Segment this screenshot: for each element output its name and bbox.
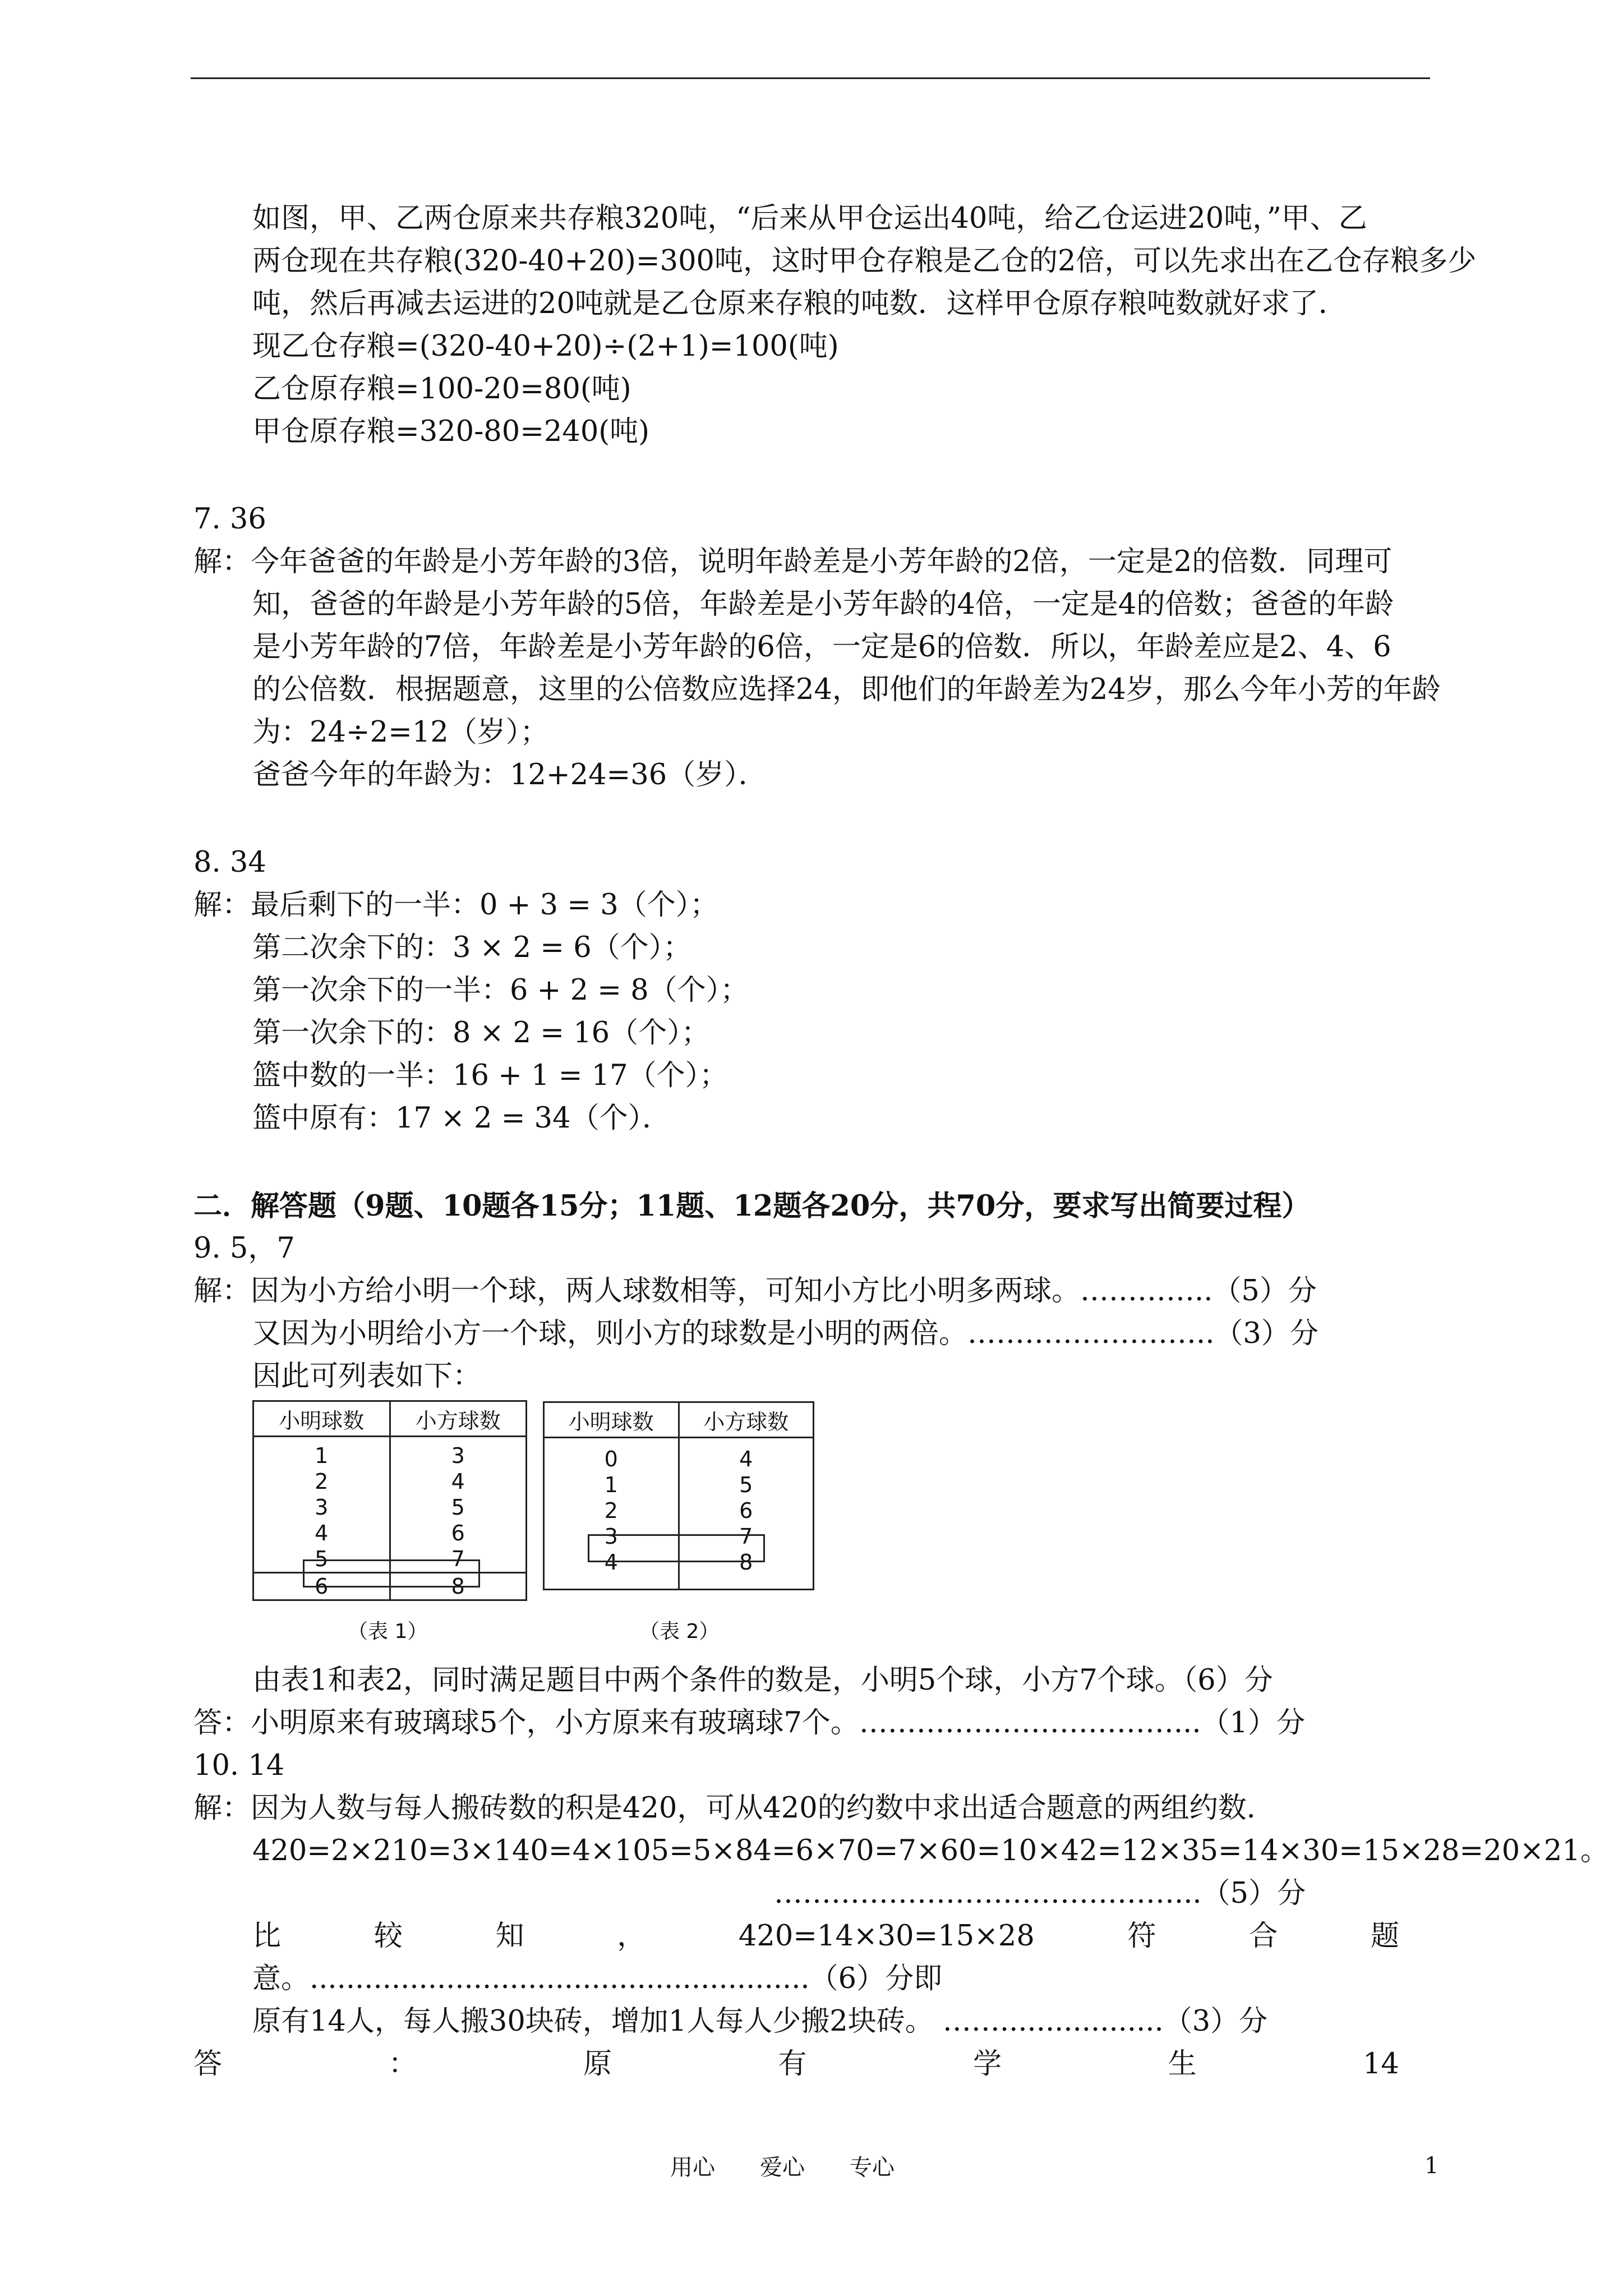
table-header: 小明球数 (544, 1402, 679, 1438)
table-cell: 4 (390, 1469, 527, 1494)
header-rule (191, 77, 1430, 79)
justified-word: 420=14×30=15×28 (738, 1920, 1035, 1953)
justified-word: 比 (252, 1920, 282, 1953)
text-line: 篮中数的一半：16 + 1 = 17（个）； (252, 1059, 728, 1092)
justified-word: 有 (778, 2047, 807, 2081)
text-line: 解：因为人数与每人搬砖数的积是420，可从420的约数中求出适合题意的两组约数． (193, 1792, 1275, 1825)
text-line: 由表1和表2，同时满足题目中两个条件的数是，小明5个球，小方7个球。（6）分 (252, 1664, 1273, 1697)
table-cell: 1 (544, 1472, 679, 1498)
text-line: 第二次余下的：3 × 2 = 6（个）； (252, 931, 692, 964)
justified-word: ， (617, 1920, 646, 1953)
table-cell: 3 (544, 1524, 679, 1549)
justified-word: 知 (495, 1920, 524, 1953)
table-cell: 3 (253, 1494, 390, 1520)
text-line: 第一次余下的：8 × 2 = 16（个）； (252, 1016, 710, 1050)
table-cell: 8 (390, 1573, 527, 1600)
table-cell: 2 (544, 1498, 679, 1524)
table-cell: 6 (679, 1498, 814, 1524)
justified-word: 答 (193, 2047, 223, 2081)
text-line: 又因为小明给小方一个球，则小方的球数是小明的两倍。……………………..（3）分 (252, 1317, 1318, 1350)
page-number: 1 (1424, 2153, 1439, 2179)
text-line: 解：今年爸爸的年龄是小芳年龄的3倍，说明年龄差是小芳年龄的2倍，一定是2的倍数．同理可 (193, 545, 1393, 578)
answer-heading: 8. 34 (193, 846, 266, 879)
justified-word: 学 (973, 2047, 1002, 2081)
text-line: 两仓现在共存粮(320-40+20)=300吨，这时甲仓存粮是乙仓的2倍，可以先求出在乙仓存粮多少 (252, 245, 1477, 278)
justified-word: 较 (374, 1920, 403, 1953)
text-line: 知，爸爸的年龄是小芳年龄的5倍，年龄差是小芳年龄的4倍，一定是4的倍数；爸爸的年龄 (252, 588, 1394, 621)
justified-word: 生 (1168, 2047, 1197, 2081)
highlight-box (588, 1534, 765, 1562)
table-header: 小方球数 (679, 1402, 814, 1438)
table-cell: 8 (679, 1549, 814, 1590)
text-line: 如图，甲、乙两仓原来共存粮320吨，“后来从甲仓运出40吨，给乙仓运进20吨，”甲、乙 (252, 202, 1367, 235)
text-line: 乙仓原存粮=100-20=80(吨) (252, 372, 631, 406)
text-line: 吨，然后再减去运进的20吨就是乙仓原来存粮的吨数．这样甲仓原存粮吨数就好求了． (252, 287, 1347, 320)
table-caption: （表 1） (348, 1620, 428, 1643)
justified-word: 合 (1249, 1920, 1278, 1953)
table-cell: 1 (253, 1437, 390, 1469)
text-line: ……………………………………...（5）分 (774, 1877, 1306, 1910)
text-line: 爸爸今年的年龄为：12+24=36（岁）． (252, 758, 767, 792)
table-cell: 6 (253, 1573, 390, 1600)
table-cell: 7 (390, 1546, 527, 1573)
text-line: 现乙仓存粮=(320-40+20)÷(2+1)=100(吨) (252, 330, 839, 363)
text-line: 答：小明原来有玻璃球5个，小方原来有玻璃球7个。……………………………...（1）分 (193, 1706, 1305, 1740)
table-cell: 4 (679, 1438, 814, 1473)
table-cell: 3 (390, 1437, 527, 1469)
text-line: 因此可列表如下： (252, 1360, 482, 1393)
table-cell: 2 (253, 1469, 390, 1494)
justified-word: 14 (1363, 2047, 1399, 2081)
table-cell: 0 (544, 1438, 679, 1473)
justified-word: ： (388, 2047, 417, 2081)
text-line: 解：最后剩下的一半：0 + 3 = 3（个）； (193, 889, 719, 922)
text-line: 解：因为小方给小明一个球，两人球数相等，可知小方比小明多两球。…………..（5）分 (193, 1274, 1317, 1308)
text-line: 第一次余下的一半：6 + 2 = 8（个）； (252, 974, 749, 1007)
justified-word: 题 (1370, 1920, 1399, 1953)
text-line: 420=2×210=3×140=4×105=5×84=6×70=7×60=10×42=12×35=14×30=15×28=20×21。 (252, 1834, 1609, 1867)
text-line: 为：24÷2=12（岁）； (252, 716, 549, 749)
text-line: 的公倍数．根据题意，这里的公倍数应选择24，即他们的年龄差为24岁，那么今年小芳的年龄 (252, 673, 1441, 706)
text-line: 甲仓原存粮=320-80=240(吨) (252, 415, 650, 448)
text-line: 意。.......................................................（6）分即 (252, 1962, 943, 1995)
answer-heading: 7. 36 (193, 503, 266, 536)
justified-line (252, 1920, 1399, 1953)
text-line: 是小芳年龄的7倍，年龄差是小芳年龄的6倍，一定是6的倍数．所以，年龄差应是2、4、6 (252, 631, 1391, 664)
table-header: 小方球数 (390, 1401, 527, 1437)
section-heading: 二．解答题（9题、10题各15分；11题、12题各20分，共70分，要求写出简要过程） (193, 1189, 1311, 1223)
answer-heading: 10. 14 (193, 1749, 285, 1782)
justified-line (193, 2047, 1399, 2081)
table-cell: 5 (679, 1472, 814, 1498)
table-caption: （表 2） (639, 1620, 720, 1643)
table-cell: 5 (390, 1494, 527, 1520)
table-cell: 5 (253, 1546, 390, 1573)
text-line: 原有14人，每人搬30块砖，增加1人每人少搬2块砖。 ……..................（3）分 (252, 2005, 1268, 2038)
table-cell: 6 (390, 1520, 527, 1546)
table-header: 小明球数 (253, 1401, 390, 1437)
table-cell: 7 (679, 1524, 814, 1549)
table-cell: 4 (544, 1549, 679, 1590)
text-line: 篮中原有：17 × 2 = 34（个）． (252, 1102, 671, 1135)
answer-heading: 9. 5，7 (193, 1232, 295, 1265)
justified-word: 原 (583, 2047, 612, 2081)
justified-word: 符 (1127, 1920, 1156, 1953)
highlight-box (303, 1559, 480, 1588)
table-cell: 4 (253, 1520, 390, 1546)
footer-motto: 用心 爱心 专心 (670, 2155, 895, 2180)
